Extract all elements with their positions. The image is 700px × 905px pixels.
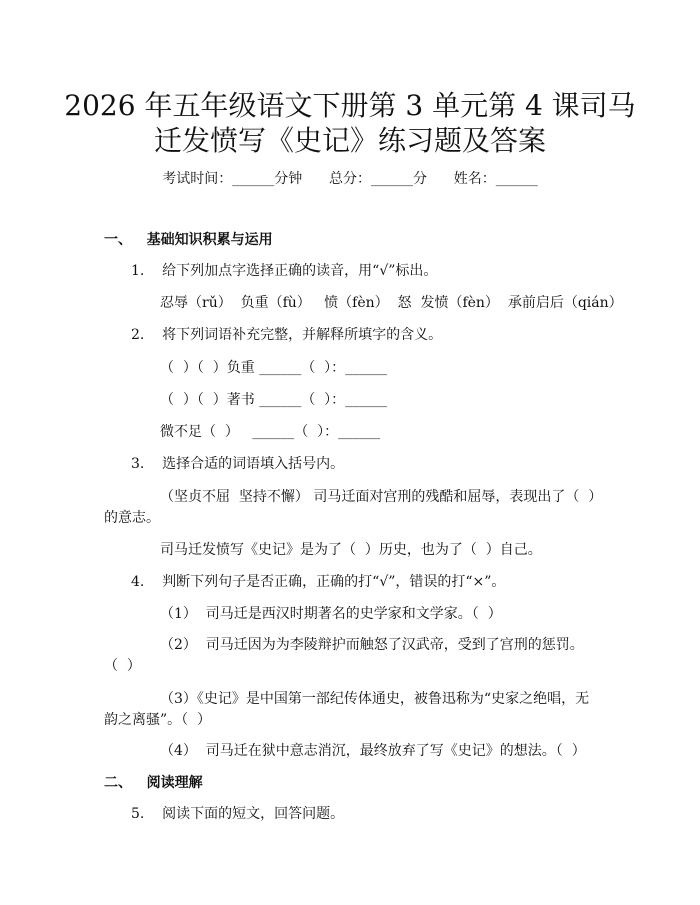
question-2-line-2: （ ）（ ）著书 ______（ ）：______ <box>160 392 388 408</box>
section-heading-1: 一、 基础知识积累与运用 <box>104 232 273 248</box>
question-4-item-2-cont: （ ） <box>104 658 141 674</box>
question-4-item-4: （4） 司马迁在狱中意志消沉，最终放弃了写《史记》的想法。（ ） <box>160 743 586 759</box>
section-heading-2: 二、 阅读理解 <box>104 775 203 791</box>
question-5-stem: 5. 阅读下面的短文，回答问题。 <box>131 806 345 822</box>
question-1-stem: 1. 给下列加点字选择正确的读音，用“√”标出。 <box>131 263 438 279</box>
question-4-item-1: （1） 司马迁是西汉时期著名的史学家和文学家。（ ） <box>160 606 502 622</box>
question-3-line-1-cont: 的意志。 <box>104 510 160 526</box>
question-3-line-1: （坚贞不屈 坚持不懈） 司马迁面对宫刑的残酷和屈辱，表现出了（ ） <box>160 489 603 505</box>
question-1-body: 忍辱（rǔ） 负重（fù） 愤（fèn） 怒 发愤（fèn） 承前启后（qián） <box>160 295 623 311</box>
question-3-stem: 3. 选择合适的词语填入括号内。 <box>131 456 345 472</box>
question-2-line-1: （ ）（ ）负重 ______（ ）：______ <box>160 360 388 376</box>
question-3-line-2: 司马迁发愤写《史记》是为了（ ）历史，也为了（ ）自己。 <box>160 542 542 558</box>
question-4-item-3-cont: 韵之离骚”。（ ） <box>104 712 212 728</box>
question-2-line-3: 微不足（ ） ______（ ）：______ <box>160 424 381 440</box>
question-4-item-2: （2） 司马迁因为为李陵辩护而触怒了汉武帝，受到了宫刑的惩罚。 <box>160 637 584 653</box>
exam-meta: 考试时间：______分钟 总分：______分 姓名：______ <box>162 171 538 187</box>
title-line-2: 迁发愤写《史记》练习题及答案 <box>153 124 546 157</box>
question-2-stem: 2. 将下列词语补充完整，并解释所填字的含义。 <box>131 327 443 343</box>
title-line-1: 2026 年五年级语文下册第 3 单元第 4 课司马 <box>64 89 636 122</box>
question-4-item-3: （3）《史记》是中国第一部纪传体通史，被鲁迅称为“史家之绝唱，无 <box>160 691 590 707</box>
question-4-stem: 4. 判断下列句子是否正确，正确的打“√”，错误的打“×”。 <box>131 574 506 590</box>
